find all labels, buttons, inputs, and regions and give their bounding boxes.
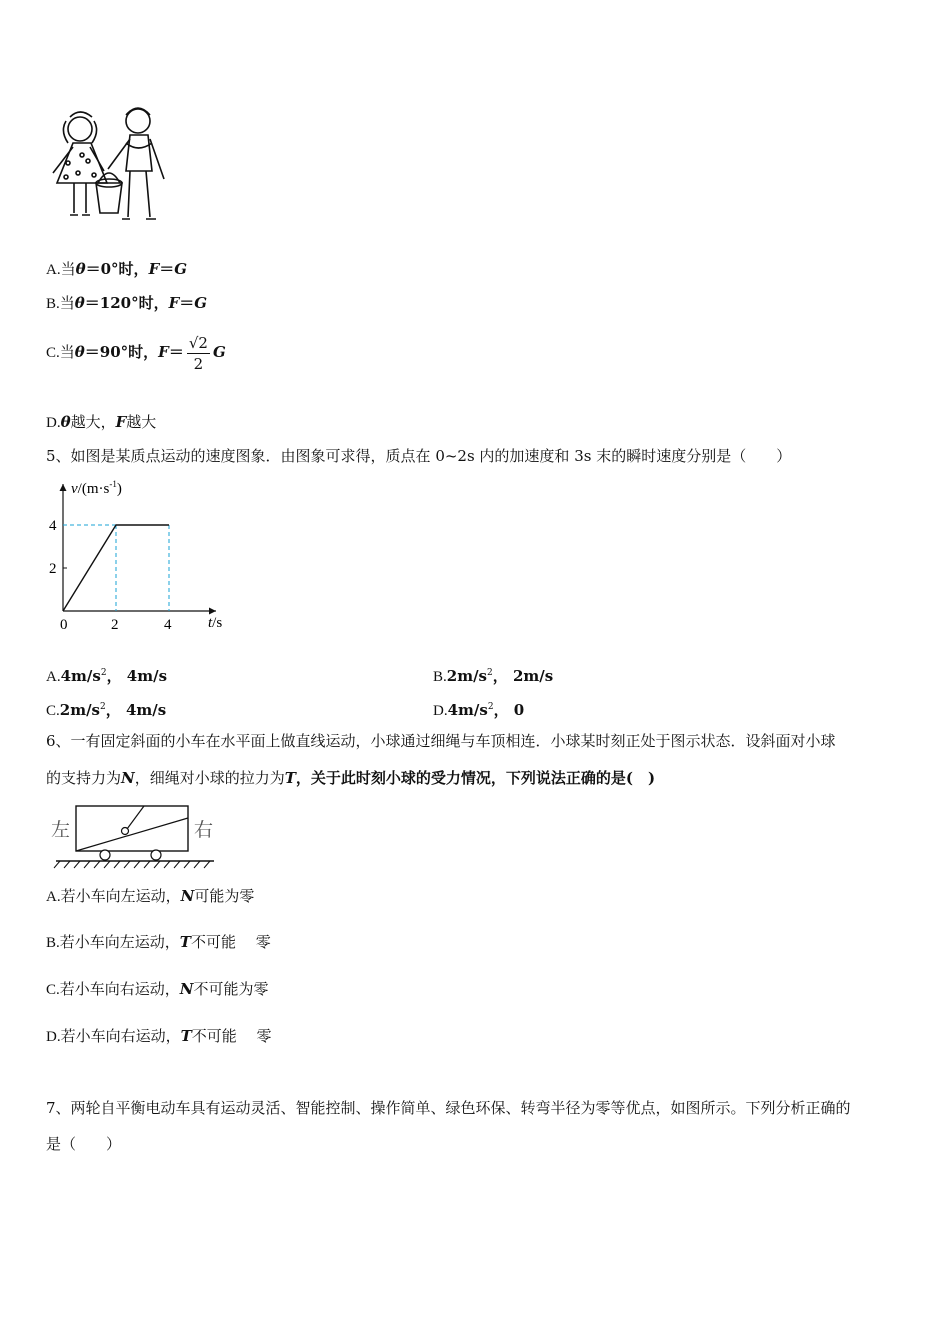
cart-body xyxy=(76,806,188,851)
y-axis-label: $v/(m\cdot s^{-1})$ xyxy=(71,479,122,497)
q5-option-b[interactable]: $B.2m/s^2$， 2m/s xyxy=(433,667,554,685)
wheel-left xyxy=(100,850,110,860)
x-tick-label-4: 4 xyxy=(164,617,172,633)
x-tick-label-0: 0 xyxy=(60,617,68,633)
q5-option-d[interactable]: $D.4m/s^2$， 0 xyxy=(433,701,525,719)
children-carrying-bucket-illustration xyxy=(46,103,172,227)
q6-stem-line1: 6、一有固定斜面的小车在水平面上做直线运动，小球通过细绳与车顶相连．小球某时刻正处于图示状态．设斜面对小球 xyxy=(46,732,836,750)
q5-option-c[interactable]: $C.2m/s^2$， 4m/s xyxy=(46,701,167,719)
cart-incline-figure xyxy=(46,800,222,872)
label-right: 右 xyxy=(194,820,214,841)
q6-option-b[interactable]: B.若小车向左运动，T不可能 零 xyxy=(46,933,271,951)
string xyxy=(127,806,144,829)
q7-stem-line1: 7、两轮自平衡电动车具有运动灵活、智能控制、操作简单、绿色环保、转弯半径为零等优点，如图所示。下列分析正确的 xyxy=(46,1099,851,1117)
q4-option-c[interactable]: C.当θ＝90°时，F＝ $\frac{√2}{2}$ G xyxy=(46,333,226,373)
velocity-time-graph xyxy=(44,476,234,636)
wheel-right xyxy=(151,850,161,860)
ground-hatching xyxy=(54,861,210,868)
q6-stem-line2: 的支持力为N，细绳对小球的拉力为T，关于此时刻小球的受力情况，下列说法正确的是( ) xyxy=(46,769,656,787)
fraction-sqrt2-over-2: $\frac{√2}{2}$ xyxy=(188,333,208,373)
label-left: 左 xyxy=(51,820,71,841)
q4-option-d[interactable]: D.θ越大，F越大 xyxy=(46,413,157,431)
q4-option-b[interactable]: B.当θ＝120°时，F＝G xyxy=(46,294,208,312)
y-tick-label-2: 2 xyxy=(49,561,57,577)
q5-option-a[interactable]: $A.4m/s^2$， 4m/s xyxy=(46,667,168,685)
x-tick-label-2: 2 xyxy=(111,617,119,633)
ball xyxy=(122,828,129,835)
y-tick-label-4: 4 xyxy=(49,518,57,534)
q4-option-a[interactable]: A.当θ＝0°时，F＝G xyxy=(46,260,188,278)
x-axis-label: t/s xyxy=(208,615,223,631)
q5-stem: 5、如图是某质点运动的速度图象．由图象可求得，质点在 0~2s 内的加速度和 3s 末的瞬时速度分别是（ ） xyxy=(46,447,792,465)
q7-stem-line2: 是（ ） xyxy=(46,1135,122,1153)
q6-option-c[interactable]: C.若小车向右运动，N不可能为零 xyxy=(46,980,269,998)
q6-option-d[interactable]: D.若小车向右运动，T不可能 零 xyxy=(46,1027,272,1045)
q6-option-a[interactable]: A.若小车向左运动，N可能为零 xyxy=(46,887,255,905)
